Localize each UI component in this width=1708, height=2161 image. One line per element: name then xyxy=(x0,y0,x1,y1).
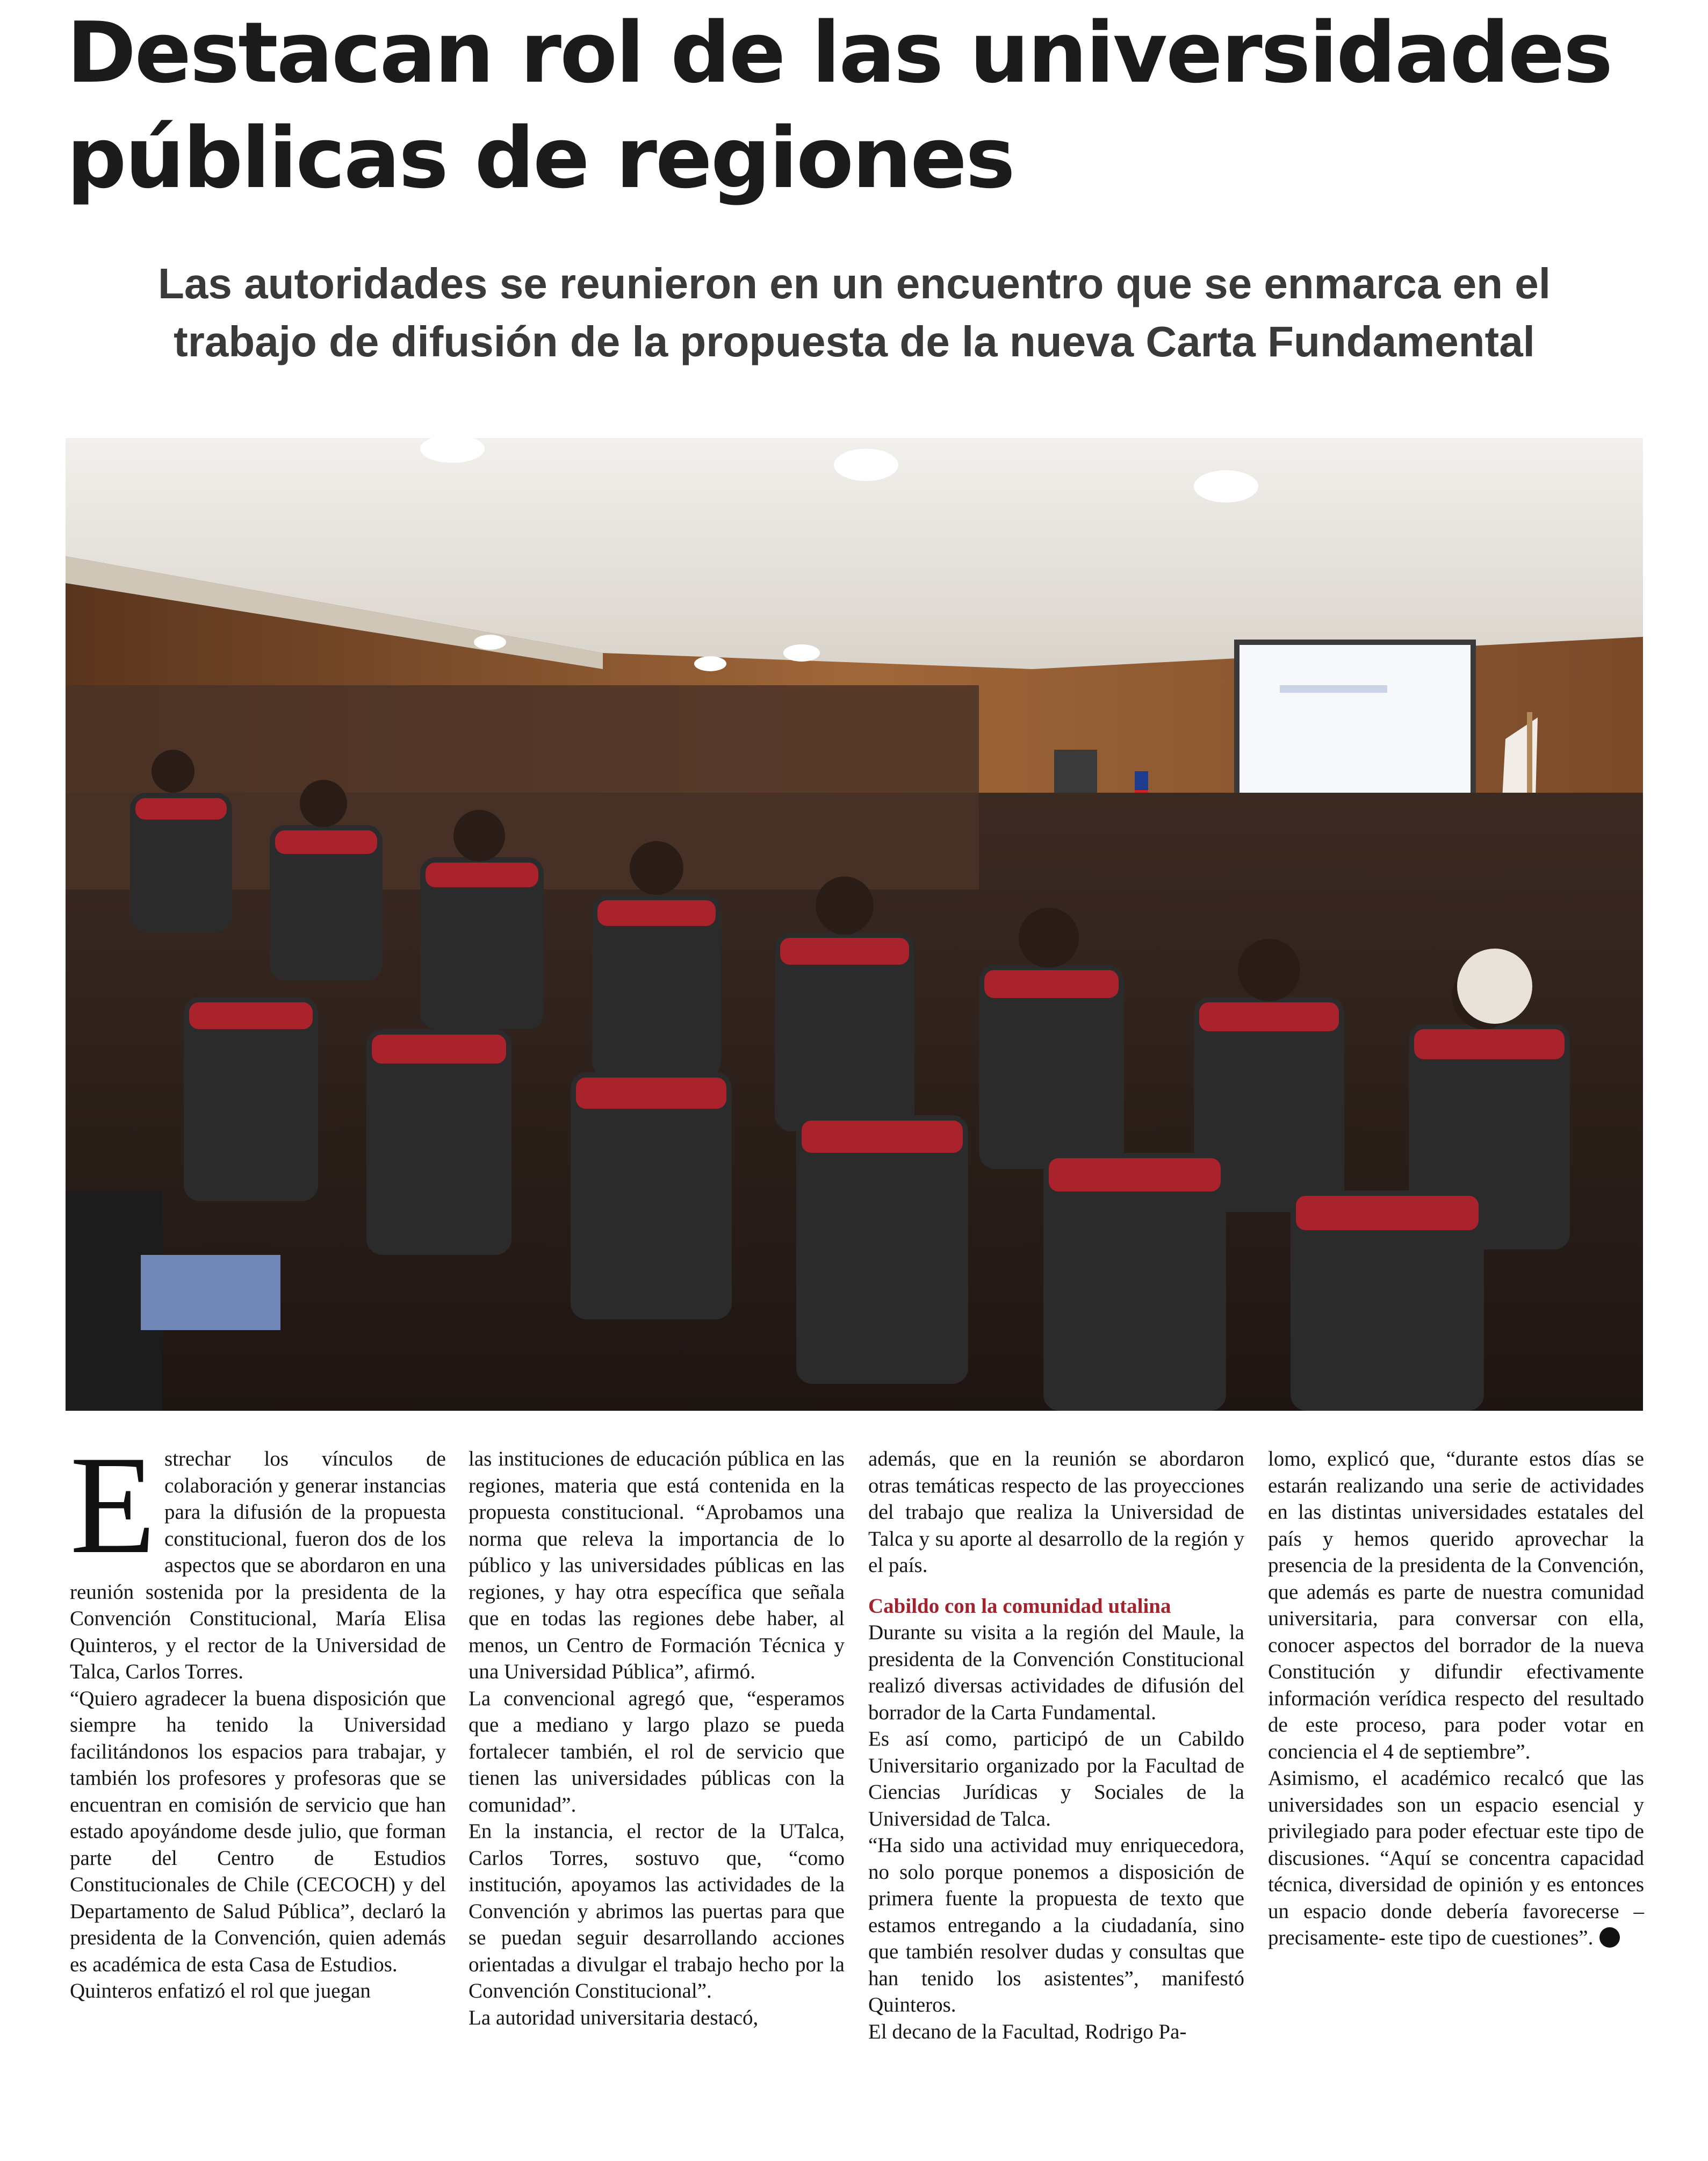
body-paragraph: El decano de la Facultad, Rodrigo Pa- xyxy=(868,2020,1187,2043)
body-paragraph xyxy=(70,1427,446,1685)
body-column-3 xyxy=(868,1446,1244,2045)
body-paragraph: En la instancia, el rector de la UTalca, Carlos Torres, sostuvo que, “como institución, apoyamos las actividades de la Convención y abrimos las puertas para que se puedan seguir desarrollando acciones orientadas a divulgar el trabajo hecho por la Convención Constitucional”. xyxy=(469,1820,845,2002)
body-paragraph: La convencional agregó que, “esperamos que a mediano y largo plazo se pueda fortalecer también, el rol de servicio que tienen las universidades públicas con la comunidad”. xyxy=(469,1686,845,1817)
body-paragraph: “Ha sido una actividad muy enriquecedora, no solo porque ponemos a disposición de primera fuente la propuesta de texto que estamos entregando a la ciudadanía, sino que también resolver dudas y consultas que han tenido los asistentes”, manifestó Quinteros. xyxy=(868,1834,1244,2016)
auditorium-photo xyxy=(66,438,1643,1411)
body-paragraph: lomo, explicó que, “durante estos días se estarán realizando una serie de actividades en las distintas universidades estatales del país y hemos querido aprovechar la presencia de la presidenta de la Convención, que además es parte de nuestra comunidad universitaria, para conversar con ella, conocer aspectos del borrador de la nueva Constitución y difundir efectivamente información verídica respecto del resultado de este proceso, para poder votar en conciencia el 4 de septiembre”. xyxy=(1268,1447,1644,1763)
end-mark-icon xyxy=(1599,1927,1620,1948)
body-paragraph: además, que en la reunión se abordaron otras temáticas respecto de las proyecciones del trabajo que realiza la Universidad de Talca y su aporte al desarrollo de la región y el país. xyxy=(868,1447,1244,1577)
body-paragraph: La autoridad universitaria destacó, xyxy=(469,2006,759,2029)
body-column-1 xyxy=(70,1427,446,2005)
article-subtitle xyxy=(64,255,1644,371)
headline-line-2: públicas de regiones xyxy=(67,109,1014,207)
auditorium-photo-icon xyxy=(66,438,1643,1411)
body-column-4 xyxy=(1268,1446,1644,1951)
drop-cap: E xyxy=(70,1427,156,1583)
subtitle-line-2: trabajo de difusión de la propuesta de la nueva Carta Fundamental xyxy=(174,318,1535,365)
body-paragraph: las instituciones de educación pública en las regiones, materia que está contenida en la propuesta constitucional. “Aprobamos una norma que releva la importancia de lo público y las universidades públicas en las regiones, y hay otra específica que señala que en todas las regiones debe haber, al menos, un Centro de Formación Técnica y una Universidad Pública”, afirmó. xyxy=(469,1447,845,1683)
subtitle-line-1: Las autoridades se reunieron en un encuentro que se enmarca en el xyxy=(158,260,1551,307)
body-paragraph: “Quiero agradecer la buena disposición que siempre ha tenido la Universidad facilitándonos los espacios para trabajar, y también los profesores y profesoras que se encuentran en comisión de servicio que han estado apoyándome desde julio, que forman parte del Centro de Estudios Constitucionales de Chile (CECOCH) y del Departamento de Salud Pública”, declaró la presidenta de la Convención, quien además es académica de esta Casa de Estudios. xyxy=(70,1686,446,1976)
article-headline xyxy=(67,0,1668,211)
headline-line-1: Destacan rol de las universidades xyxy=(67,4,1612,102)
body-paragraph: Es así como, participó de un Cabildo Universitario organizado por la Facultad de Ciencias Jurídicas y Sociales de la Universidad de Talca. xyxy=(868,1727,1244,1830)
body-paragraph xyxy=(1268,1765,1644,1951)
section-subhead: Cabildo con la comunidad utalina xyxy=(868,1594,1171,1618)
article-body xyxy=(0,1427,1708,2155)
paragraph-text: strechar los vínculos de colaboración y generar instancias para la difusión de la propuesta constitucional, fueron dos de los aspectos que se abordaron en una reunión sostenida por la presidenta de la Convención Constitucional, María Elisa Quinteros, y el rector de la Universidad de Talca, Carlos Torres. xyxy=(70,1447,446,1683)
paragraph-text: Asimismo, el académico recalcó que las universidades son un espacio esencial y privilegiado para poder efectuar este tipo de discusiones. “Aquí se concentra capacidad técnica, diversidad de opinión y es entonces un espacio donde debería favorecerse –precisamente- este tipo de cuestiones”. xyxy=(1268,1767,1644,1949)
body-paragraph: Durante su visita a la región del Maule, la presidenta de la Convención Constitucional realizó diversas actividades de difusión del borrador de la Carta Fundamental. xyxy=(868,1621,1244,1724)
body-paragraph: Quinteros enfatizó el rol que juegan xyxy=(70,1979,371,2002)
body-column-2 xyxy=(469,1446,845,2031)
